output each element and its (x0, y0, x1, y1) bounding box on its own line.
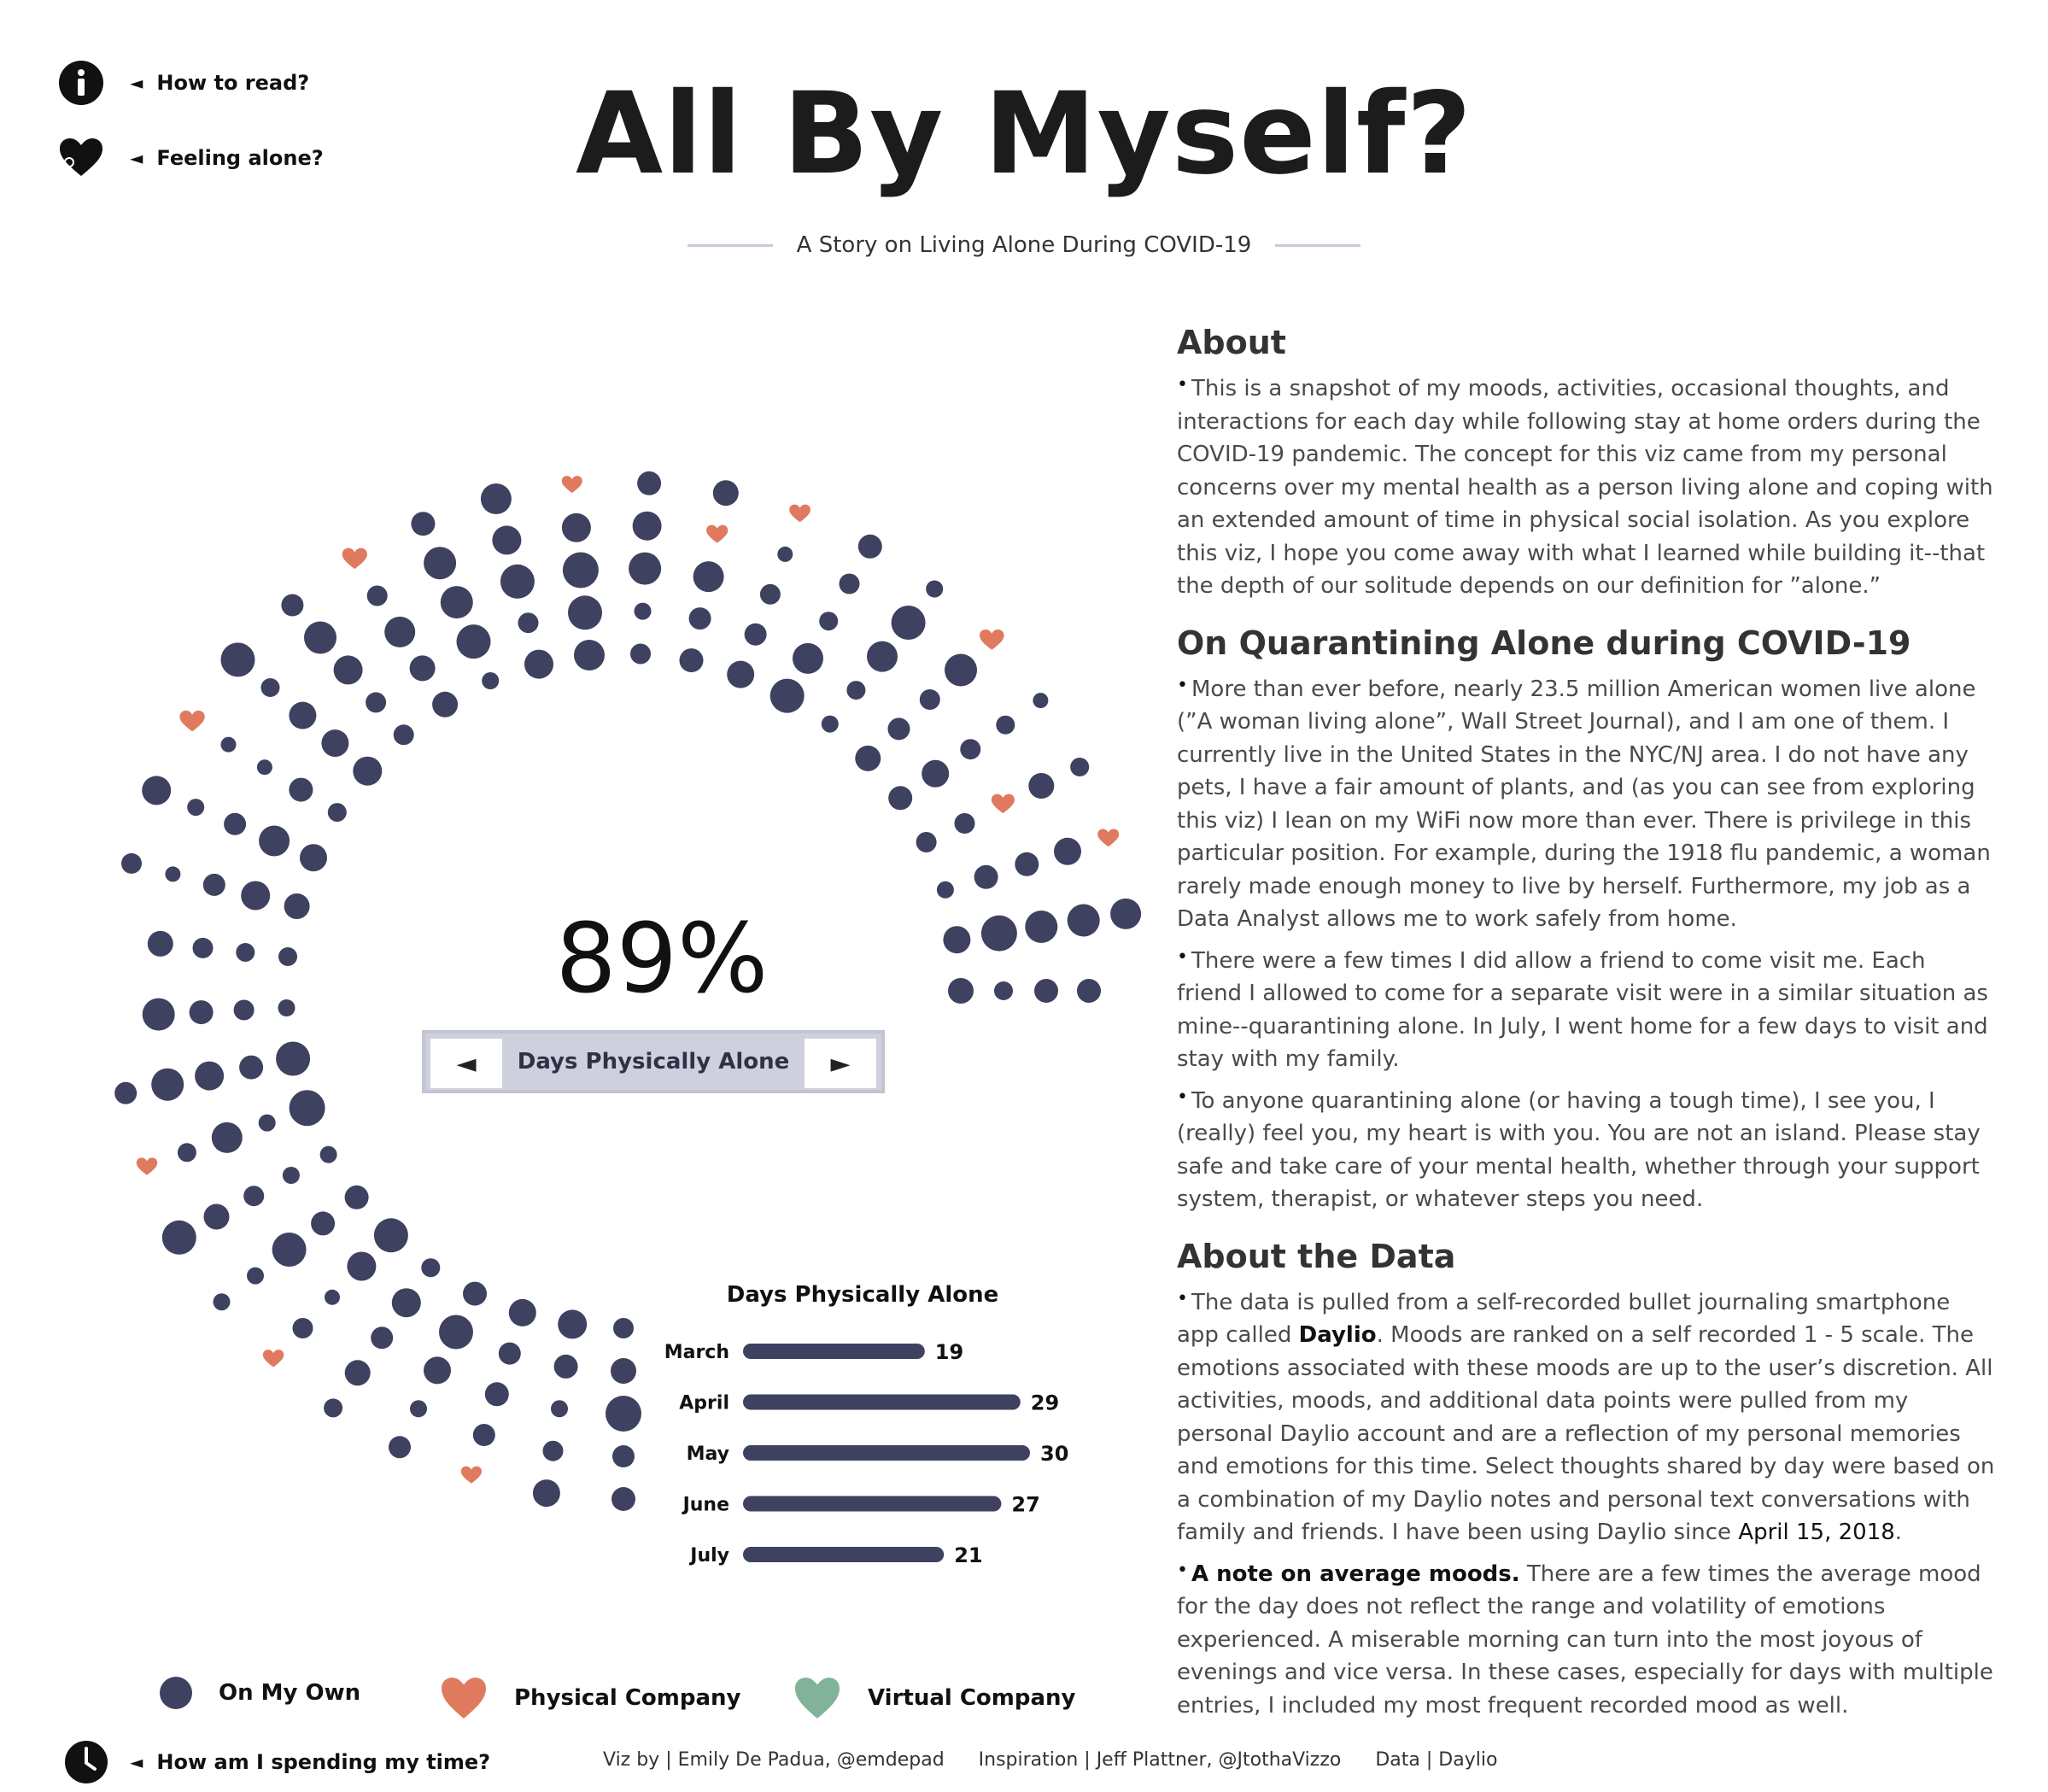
quarantine-section (1177, 624, 1997, 1216)
day-dot-mark[interactable] (165, 866, 180, 881)
day-dot-mark[interactable] (424, 547, 456, 579)
day-dot-mark[interactable] (499, 1343, 521, 1365)
day-dot-mark[interactable] (629, 553, 661, 585)
day-dot-mark[interactable] (611, 1487, 635, 1511)
quarantine-paragraph-2 (1177, 941, 1997, 1076)
day-dot-mark[interactable] (353, 757, 382, 786)
bar-march[interactable] (743, 1344, 925, 1359)
day-dot-mark[interactable] (974, 865, 998, 889)
day-dot-mark[interactable] (290, 1090, 325, 1126)
day-dot-mark[interactable] (1068, 905, 1100, 937)
day-dot-mark[interactable] (234, 1000, 255, 1021)
day-dot-mark[interactable] (193, 938, 214, 958)
day-dot-mark[interactable] (635, 603, 652, 620)
data-section (1177, 1237, 1997, 1723)
day-dot-mark[interactable] (492, 525, 521, 554)
day-dot-mark[interactable] (680, 648, 704, 672)
quarantine-text-3: To anyone quarantining alone (or having a tough time), I see you, I (really) feel you, my heart is with you. You are not an island. Please stay safe and take care of your mental health, whether through your support system, therapist, or whatever steps you need. (1177, 1087, 1981, 1212)
day-dot-mark[interactable] (221, 642, 255, 676)
day-dot-mark[interactable] (637, 471, 661, 495)
day-heart-mark[interactable] (789, 505, 810, 523)
day-dot-mark[interactable] (203, 874, 225, 896)
prev-metric-button[interactable]: ◄ (430, 1039, 502, 1088)
text-column (1177, 323, 1997, 1742)
day-dot-mark[interactable] (770, 679, 805, 713)
day-dot-mark[interactable] (300, 844, 327, 871)
day-heart-mark[interactable] (706, 525, 728, 543)
data-paragraph-2 (1177, 1555, 1997, 1723)
day-dot-mark[interactable] (960, 739, 980, 759)
quarantine-paragraph-1 (1177, 670, 1997, 936)
legend-physical-company-label: Physical Company (514, 1685, 741, 1711)
day-dot-mark[interactable] (693, 561, 724, 592)
day-dot-mark[interactable] (937, 881, 954, 899)
day-dot-mark[interactable] (916, 832, 937, 852)
footer-credits (603, 1749, 1497, 1771)
day-dot-mark[interactable] (1034, 979, 1058, 1003)
bar-category-label: April (679, 1392, 729, 1414)
day-dot-mark[interactable] (689, 607, 711, 630)
day-dot-mark[interactable] (187, 799, 204, 816)
day-dot-mark[interactable] (922, 760, 949, 788)
day-dot-mark[interactable] (142, 776, 171, 805)
footer-data-source[interactable]: Data | Daylio (1375, 1749, 1498, 1771)
day-dot-mark[interactable] (324, 1398, 342, 1417)
day-dot-mark[interactable] (524, 650, 553, 679)
day-dot-mark[interactable] (1054, 838, 1081, 865)
day-dot-mark[interactable] (1025, 911, 1057, 943)
day-heart-mark[interactable] (992, 794, 1015, 814)
day-dot-mark[interactable] (384, 617, 415, 647)
bar-category-label: June (682, 1494, 729, 1516)
day-dot-mark[interactable] (367, 586, 388, 606)
day-dot-mark[interactable] (481, 483, 512, 514)
day-dot-mark[interactable] (1033, 693, 1048, 708)
day-dot-mark[interactable] (239, 1056, 263, 1080)
day-dot-mark[interactable] (204, 1204, 230, 1230)
average-mood-note-title: A note on average moods. (1191, 1561, 1520, 1587)
metric-selector-label: Days Physically Alone (517, 1049, 790, 1075)
day-dot-mark[interactable] (500, 565, 535, 599)
day-dot-mark[interactable] (432, 692, 458, 717)
footer-viz-by[interactable]: Viz by | Emily De Padua, @emdepad (603, 1749, 945, 1771)
day-dot-mark[interactable] (633, 512, 662, 541)
legend-virtual-company-label: Virtual Company (868, 1685, 1076, 1711)
bullet-icon: • (1177, 1086, 1188, 1108)
about-section (1177, 323, 1997, 603)
day-dot-mark[interactable] (473, 1424, 495, 1446)
day-dot-mark[interactable] (325, 1290, 340, 1305)
day-dot-mark[interactable] (289, 702, 316, 729)
day-dot-mark[interactable] (613, 1318, 634, 1338)
day-dot-mark[interactable] (955, 813, 975, 834)
day-dot-mark[interactable] (568, 595, 602, 630)
day-dot-mark[interactable] (846, 681, 865, 700)
legend-virtual-company (793, 1676, 1076, 1720)
day-heart-mark[interactable] (562, 476, 582, 493)
day-dot-mark[interactable] (606, 1396, 641, 1432)
day-dot-mark[interactable] (224, 813, 246, 835)
daylio-start-date: April 15, 2018 (1738, 1520, 1895, 1545)
day-dot-mark[interactable] (1110, 899, 1141, 929)
day-dot-mark[interactable] (943, 926, 970, 953)
day-dot-mark[interactable] (1070, 758, 1089, 776)
nav-spending-time[interactable] (63, 1739, 490, 1785)
nav-arrow-icon: ◄ (130, 1752, 143, 1772)
day-dot-mark[interactable] (389, 1436, 411, 1458)
day-dot-mark[interactable] (272, 1233, 307, 1267)
day-dot-mark[interactable] (284, 893, 310, 919)
day-dot-mark[interactable] (554, 1355, 578, 1379)
day-dot-mark[interactable] (509, 1299, 536, 1326)
day-dot-mark[interactable] (366, 692, 386, 712)
day-dot-mark[interactable] (151, 1069, 184, 1101)
about-text: This is a snapshot of my moods, activities, occasional thoughts, and interactions for each day while following stay at home orders during the COVID-19 pandemic. The concept for this viz came from my personal concerns over my mental health as a person living alone and coping with an extended amount of time in physical social isolation. As you explore this viz, I hope you come away with what I learned while building it--that the depth of our solitude depends on our definition for ”alone.” (1177, 376, 1993, 599)
nav-how-to-read-label: How to read? (156, 71, 310, 95)
day-dot-mark[interactable] (1028, 773, 1054, 799)
day-dot-mark[interactable] (114, 1082, 137, 1104)
percent-value: 89% (555, 904, 769, 1015)
day-dot-mark[interactable] (793, 643, 823, 674)
day-dot-mark[interactable] (463, 1282, 487, 1306)
day-dot-mark[interactable] (558, 1309, 587, 1338)
day-dot-mark[interactable] (439, 1315, 473, 1350)
day-dot-mark[interactable] (392, 1288, 421, 1317)
legend-on-my-own (159, 1676, 360, 1710)
bullet-icon: • (1177, 1287, 1188, 1309)
day-dot-mark[interactable] (777, 547, 793, 562)
day-dot-mark[interactable] (374, 1218, 408, 1252)
day-dot-mark[interactable] (162, 1221, 196, 1255)
day-dot-mark[interactable] (920, 689, 940, 710)
day-dot-mark[interactable] (212, 1122, 243, 1153)
day-dot-mark[interactable] (611, 1358, 636, 1384)
heart-orange-legend-icon (439, 1676, 489, 1720)
day-dot-mark[interactable] (996, 716, 1015, 735)
day-dot-mark[interactable] (562, 513, 591, 542)
day-heart-mark[interactable] (263, 1350, 284, 1367)
day-dot-mark[interactable] (543, 1441, 564, 1461)
day-dot-mark[interactable] (760, 584, 781, 605)
day-dot-mark[interactable] (293, 1318, 313, 1338)
day-dot-mark[interactable] (304, 622, 336, 654)
day-heart-mark[interactable] (342, 548, 367, 569)
day-dot-mark[interactable] (482, 672, 499, 689)
day-dot-mark[interactable] (1077, 979, 1101, 1003)
dot-legend-icon (159, 1676, 193, 1710)
bar-chart-title: Days Physically Alone (726, 1282, 999, 1308)
day-dot-mark[interactable] (345, 1186, 369, 1209)
day-dot-mark[interactable] (518, 612, 539, 633)
day-dot-mark[interactable] (278, 947, 297, 966)
bar-july[interactable] (743, 1547, 944, 1562)
day-dot-mark[interactable] (981, 916, 1017, 952)
bar-category-label: May (686, 1444, 729, 1465)
day-dot-mark[interactable] (727, 661, 754, 688)
data-text-2: There are a few times the average mood for the day does not reflect the range and volatility of emotions experienced. A miserable morning can turn into the most joyous of evenings and vice versa. In these cases, especially for days with multiple entries, I included my most frequent recorded mood as well. (1177, 1561, 1993, 1719)
day-dot-mark[interactable] (822, 716, 839, 733)
day-dot-mark[interactable] (410, 1400, 427, 1417)
data-heading: About the Data (1177, 1237, 1456, 1275)
day-dot-mark[interactable] (328, 803, 347, 822)
day-dot-mark[interactable] (394, 724, 414, 745)
day-dot-mark[interactable] (345, 1360, 371, 1385)
day-dot-mark[interactable] (1015, 852, 1039, 876)
day-dot-mark[interactable] (214, 1293, 231, 1310)
next-metric-button[interactable]: ► (805, 1039, 876, 1088)
day-dot-mark[interactable] (421, 1258, 440, 1277)
bar-april[interactable] (743, 1395, 1021, 1410)
day-dot-mark[interactable] (411, 512, 435, 536)
day-dot-mark[interactable] (190, 1000, 214, 1024)
day-dot-mark[interactable] (276, 1042, 310, 1076)
day-dot-mark[interactable] (994, 981, 1013, 1000)
day-dot-mark[interactable] (574, 640, 605, 671)
bar-value-label: 27 (1011, 1492, 1040, 1517)
day-dot-mark[interactable] (424, 1356, 451, 1384)
day-dot-mark[interactable] (948, 978, 974, 1004)
day-dot-mark[interactable] (551, 1400, 568, 1417)
day-dot-mark[interactable] (257, 759, 272, 775)
day-dot-mark[interactable] (563, 553, 599, 589)
bar-value-label: 30 (1040, 1442, 1069, 1466)
day-dot-mark[interactable] (533, 1479, 560, 1507)
day-dot-mark[interactable] (612, 1445, 635, 1467)
page-title: All By Myself? (576, 68, 1472, 200)
data-text-1c: . (1894, 1520, 1903, 1545)
day-dot-mark[interactable] (320, 1146, 337, 1163)
day-dot-mark[interactable] (926, 581, 943, 598)
days-alone-bar-chart (649, 1273, 1076, 1580)
day-dot-mark[interactable] (745, 624, 767, 646)
nav-feeling-alone-label: Feeling alone? (156, 146, 324, 170)
day-heart-mark[interactable] (179, 711, 204, 731)
day-dot-mark[interactable] (410, 655, 436, 681)
data-paragraph-1 (1177, 1283, 1997, 1549)
nav-arrow-icon: ◄ (130, 148, 143, 168)
day-dot-mark[interactable] (441, 586, 473, 618)
day-dot-mark[interactable] (281, 594, 303, 617)
day-heart-mark[interactable] (461, 1467, 482, 1484)
bar-may[interactable] (743, 1445, 1030, 1461)
about-paragraph (1177, 369, 1997, 603)
day-dot-mark[interactable] (321, 729, 348, 757)
day-dot-mark[interactable] (888, 717, 910, 740)
day-dot-mark[interactable] (347, 1252, 376, 1281)
day-dot-mark[interactable] (485, 1382, 509, 1406)
day-dot-mark[interactable] (247, 1268, 264, 1285)
day-dot-mark[interactable] (334, 655, 363, 684)
day-dot-mark[interactable] (713, 480, 739, 506)
subtitle-divider-right (1275, 244, 1360, 247)
day-heart-mark[interactable] (137, 1157, 157, 1174)
quarantine-paragraph-3 (1177, 1081, 1997, 1216)
day-dot-mark[interactable] (221, 737, 237, 753)
day-heart-mark[interactable] (980, 630, 1004, 650)
bullet-icon: • (1177, 374, 1188, 395)
data-text-1b: . Moods are ranked on a self recorded 1 - 5 scale. The emotions associated with these moods are up to the user’s discretion. All activities, moods, and additional data points were pulled from my personal Daylio account and are a reflection of my personal memories and emotions for this time. Select thoughts shared by day were based on a combination of my Daylio notes and personal text conversations with family and friends. I have been using Daylio since (1177, 1322, 1995, 1545)
day-dot-mark[interactable] (840, 574, 860, 594)
day-dot-mark[interactable] (858, 535, 882, 559)
quarantine-heading: On Quarantining Alone during COVID-19 (1177, 624, 1911, 662)
day-dot-mark[interactable] (371, 1326, 393, 1349)
day-dot-mark[interactable] (892, 606, 926, 640)
footer-inspiration[interactable]: Inspiration | Jeff Plattner, @JtothaVizzo (978, 1749, 1342, 1771)
legend-on-my-own-label: On My Own (219, 1680, 361, 1706)
day-dot-mark[interactable] (283, 1167, 300, 1184)
page-subtitle: A Story on Living Alone During COVID-19 (796, 232, 1252, 258)
day-dot-mark[interactable] (819, 612, 838, 630)
bar-category-label: March (664, 1342, 729, 1363)
bar-value-label: 19 (934, 1340, 964, 1364)
bullet-icon: • (1177, 1559, 1188, 1581)
day-dot-mark[interactable] (178, 1143, 196, 1162)
day-dot-mark[interactable] (121, 853, 142, 874)
day-dot-mark[interactable] (289, 778, 313, 802)
day-dot-mark[interactable] (259, 1115, 276, 1132)
bullet-icon: • (1177, 674, 1188, 696)
heart-green-legend-icon (793, 1676, 842, 1720)
clock-icon (63, 1739, 109, 1785)
day-dot-mark[interactable] (236, 943, 255, 962)
day-dot-mark[interactable] (261, 678, 280, 697)
metric-selector (422, 1030, 885, 1093)
day-dot-mark[interactable] (278, 999, 295, 1016)
day-dot-mark[interactable] (311, 1211, 335, 1235)
bullet-icon: • (1177, 946, 1188, 968)
day-dot-mark[interactable] (457, 624, 491, 659)
day-dot-mark[interactable] (143, 998, 175, 1031)
day-heart-mark[interactable] (1097, 829, 1119, 846)
day-dot-mark[interactable] (195, 1062, 224, 1091)
bar-value-label: 21 (954, 1543, 983, 1567)
quarantine-text-1: More than ever before, nearly 23.5 million American women live alone (”A woman living alone”, Wall Street Journal), and I am one of them. I currently live in the United States in the NYC/NJ area. I do not have any pets, I have a fair amount of plants, and (as you can see from exploring this viz) I lean on my WiFi now more than ever. There is privilege in this particular position. For example, during the 1918 flu pandemic, a woman rarely made enough money to live by herself. Furthermore, my job as a Data Analyst allows me to work safely from home. (1177, 676, 1991, 932)
bar-june[interactable] (743, 1496, 1001, 1512)
daylio-app-name: Daylio (1298, 1322, 1377, 1348)
day-dot-mark[interactable] (855, 746, 881, 771)
day-dot-mark[interactable] (259, 826, 290, 857)
quarantine-text-2: There were a few times I did allow a friend to come visit me. Each friend I allowed to come for a separate visit were in a similar situation as mine--quarantining alone. In July, I went home for a few days to visit and stay with my family. (1177, 947, 1988, 1072)
day-dot-mark[interactable] (148, 931, 173, 957)
day-dot-mark[interactable] (243, 1186, 264, 1206)
about-heading: About (1177, 324, 1286, 361)
legend-physical-company (439, 1676, 740, 1720)
bar-category-label: July (690, 1545, 729, 1567)
nav-arrow-icon: ◄ (130, 73, 143, 93)
day-dot-mark[interactable] (630, 644, 651, 665)
day-dot-mark[interactable] (888, 786, 912, 810)
nav-spending-time-label: How am I spending my time? (156, 1750, 491, 1774)
data-text-1a: The data is pulled from a self-recorded bullet journaling smartphone app called (1177, 1289, 1951, 1348)
day-dot-mark[interactable] (241, 881, 270, 911)
day-dot-mark[interactable] (945, 654, 977, 687)
bar-value-label: 29 (1030, 1391, 1060, 1415)
day-dot-mark[interactable] (867, 641, 898, 672)
